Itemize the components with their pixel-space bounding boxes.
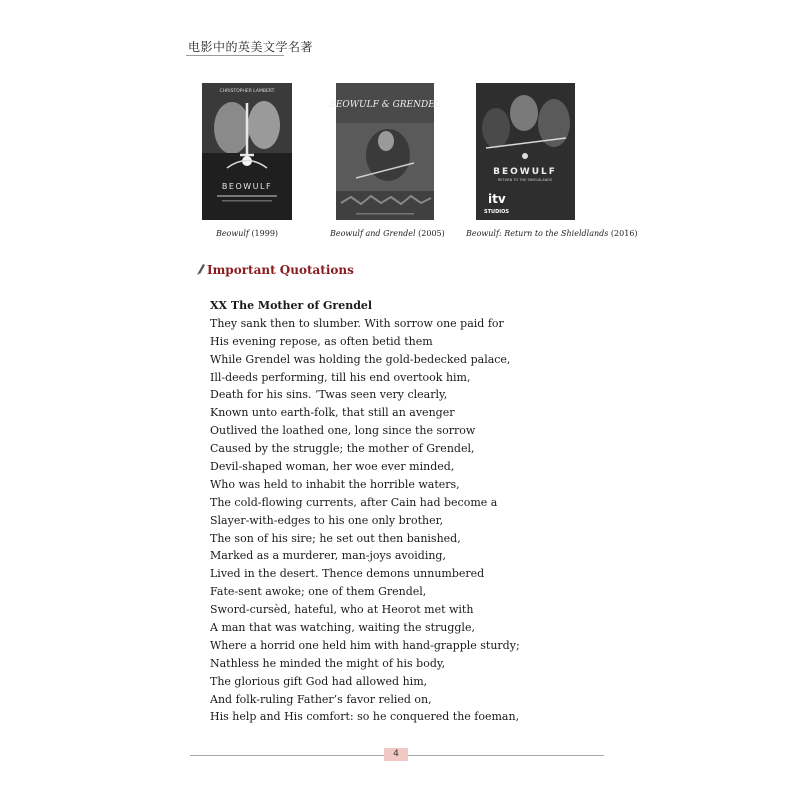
poem-line: Marked as a murderer, man-joys avoiding, — [210, 549, 446, 563]
poem-line: Where a horrid one held him with hand-grapple sturdy; — [210, 638, 520, 652]
poem-line: Fate-sent awoke; one of them Grendel, — [210, 585, 427, 599]
poem-line: Death for his sins. ’Twas seen very clearly, — [210, 388, 448, 402]
poem-line: They sank then to slumber. With sorrow one paid for — [210, 316, 504, 330]
section-title: Important Quotations — [207, 263, 354, 277]
poster-3-title: BEOWULF — [493, 167, 557, 177]
header-rule — [186, 55, 284, 56]
poem-line: Outlived the loathed one, long since the sorrow — [210, 424, 476, 438]
poem-line: And folk-ruling Father’s favor relied on, — [210, 692, 432, 706]
poem-line: While Grendel was holding the gold-bedecked palace, — [210, 352, 511, 366]
poem-line: Sword-cursèd, hateful, who at Heorot met with — [210, 603, 474, 617]
running-header: 电影中的英美文学名著 — [188, 40, 314, 54]
poem-title: ⅩⅩ The Mother of Grendel — [210, 299, 373, 312]
poster-1-caption — [202, 229, 292, 238]
poem-line: The glorious gift God had allowed him, — [210, 674, 428, 688]
poem-line: Slayer-with-edges to his one only brother, — [210, 513, 444, 527]
poster-3-subtitle: RETURN TO THE SHIELDLANDS — [497, 178, 553, 182]
poem-line: The cold-flowing currents, after Cain had become a — [210, 495, 498, 509]
poster-2-caption-title: Beowulf and Grendel — [330, 229, 416, 238]
poster-3-caption-year: (2016) — [610, 229, 638, 238]
poem-line: His help and His comfort: so he conquered the foeman, — [210, 710, 520, 724]
poster-1-title: BEOWULF — [221, 182, 273, 191]
poem — [210, 297, 630, 726]
poem-line: Who was held to inhabit the horrible waters, — [210, 477, 460, 491]
poster-beowulf-1999 — [202, 83, 292, 220]
poster-2-title: BEOWULF & GRENDEL — [329, 100, 441, 110]
poster-3-caption — [466, 229, 638, 238]
poster-3-studio: STUDIOS — [484, 209, 509, 215]
poem-line: Caused by the struggle; the mother of Grendel, — [210, 442, 475, 456]
poster-1-caption-title: Beowulf — [215, 229, 249, 238]
poster-beowulf-and-grendel-2005 — [329, 83, 441, 220]
poster-2-caption-year: (2005) — [418, 229, 445, 238]
poster-3-caption-title: Beowulf: Return to the Shieldlands — [466, 229, 609, 238]
poem-line: Ill-deeds performing, till his end overtook him, — [210, 370, 471, 384]
poster-1-caption-year: (1999) — [251, 229, 279, 238]
poem-line: Nathless he minded the might of his body, — [210, 656, 446, 670]
poem-line: Lived in the desert. Thence demons unnumbered — [210, 567, 485, 581]
poster-beowulf-return-to-the-shieldlands-2016 — [476, 83, 575, 220]
poster-2-caption — [330, 229, 445, 238]
poem-line: Known unto earth-folk, that still an avenger — [210, 406, 455, 420]
poem-line: A man that was watching, waiting the struggle, — [210, 621, 475, 635]
poster-1-top-text: CHRISTOPHER LAMBERT — [219, 89, 275, 94]
svg-text:itv: itv — [488, 192, 506, 206]
page-number: 4 — [384, 748, 408, 761]
poem-line: His evening repose, as often betid them — [210, 334, 433, 348]
poem-line: Devil-shaped woman, her woe ever minded, — [210, 460, 455, 474]
poem-line: The son of his sire; he set out then banished, — [210, 531, 461, 545]
pen-icon — [196, 263, 206, 275]
